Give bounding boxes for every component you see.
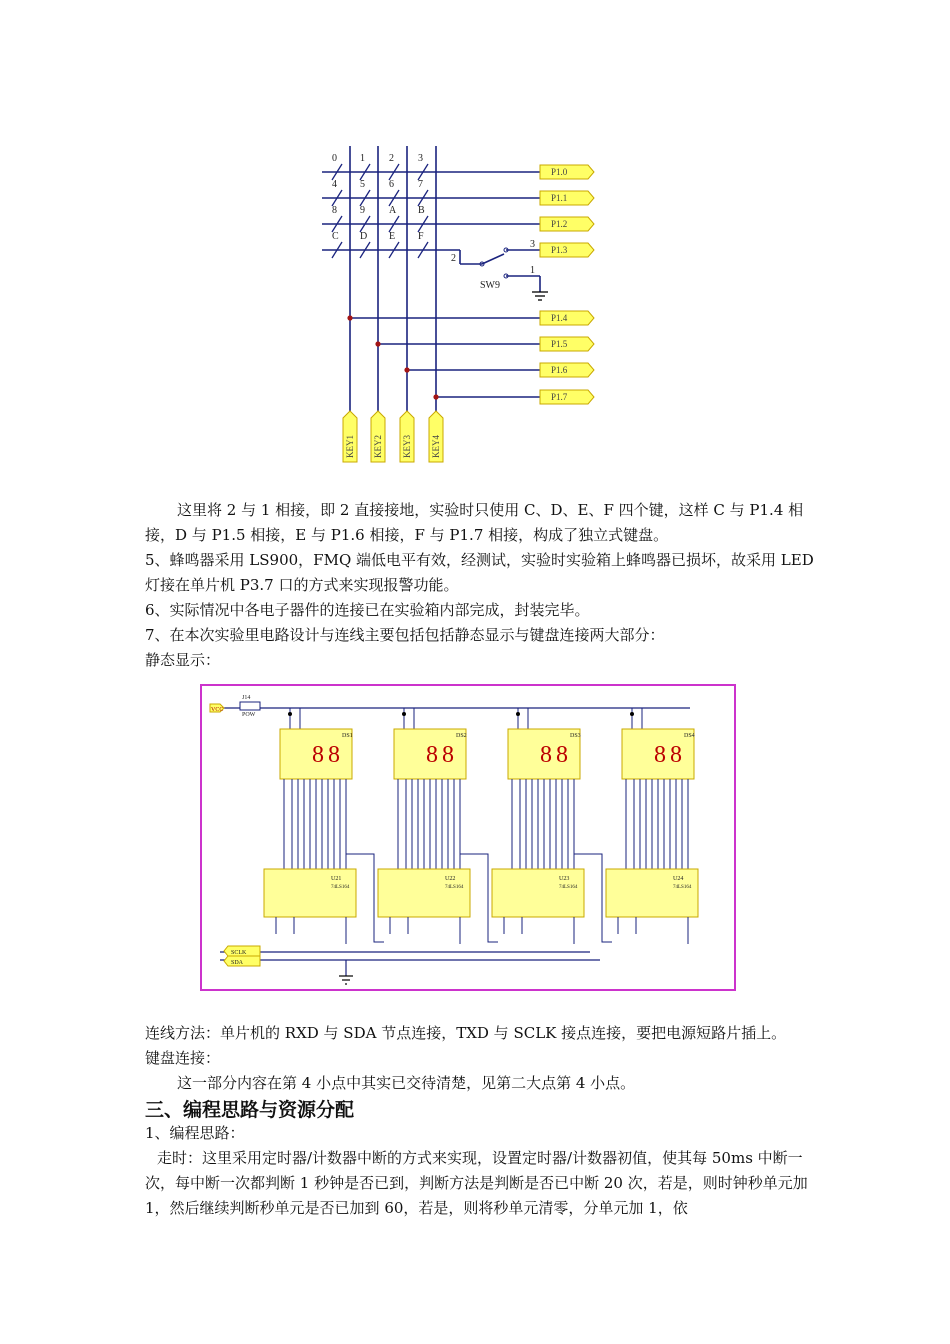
key-label: 2 (389, 153, 394, 164)
key-label: 0 (332, 153, 337, 164)
switch-pin-label: 3 (530, 239, 535, 250)
paragraph: 走时：这里采用定时器/计数器中断的方式来实现，设置定时器/计数器初值，使其每 50ms 中断一次，每中断一次都判断 1 秒钟是否已到，判断方法是判断是否已中断 20 次，若是，则时钟秒单元加 1，然后继续判断秒单元是否已加到 60，若是，则将秒单元清零，分单元加 1，依 (145, 1149, 808, 1217)
key-label: 5 (360, 179, 365, 190)
key-label: D (360, 231, 368, 242)
signal-label: SDA (231, 960, 244, 966)
paragraph: 1、编程思路： (145, 1124, 245, 1142)
svg-text:8: 8 (328, 742, 340, 768)
port-label: P1.7 (551, 392, 568, 402)
key-label: 7 (418, 179, 423, 190)
digit-label: DS4 (684, 733, 695, 739)
signal-label: SCLK (231, 950, 247, 956)
column-label: KEY1 (345, 435, 355, 458)
column-label: KEY2 (373, 435, 383, 458)
paragraph: 这里将 2 与 1 相接，即 2 直接接地，实验时只使用 C、D、E、F 四个键，这样 C 与 P1.4 相接，D 与 P1.5 相接，E 与 P1.6 相接，F 与 P1.7 相接，构成了独立式键盘。 (145, 501, 804, 544)
switch-pin-label: 2 (451, 253, 456, 264)
svg-text:8: 8 (442, 742, 454, 768)
paragraph: 6、实际情况中各电子器件的连接已在实验箱内部完成，封装完毕。 (145, 601, 590, 619)
chip-label: U23 (559, 876, 570, 882)
key-label: 1 (360, 153, 365, 164)
port-label: P1.5 (551, 339, 568, 349)
paragraph: 静态显示： (145, 651, 221, 669)
key-label: 9 (360, 205, 365, 216)
key-label: F (418, 231, 424, 242)
svg-text:8: 8 (556, 742, 568, 768)
paragraph: 键盘连接： (145, 1049, 221, 1067)
key-label: 4 (332, 179, 337, 190)
chip-label: U22 (445, 876, 456, 882)
column-label: KEY4 (431, 435, 441, 458)
port-label: P1.4 (551, 313, 568, 323)
key-label: 6 (389, 179, 394, 190)
key-label: 3 (418, 153, 423, 164)
switch-pin-label: 1 (530, 265, 535, 276)
key-label: B (418, 205, 425, 216)
port-label: P1.1 (551, 193, 568, 203)
svg-text:8: 8 (312, 742, 324, 768)
column-label: KEY3 (402, 435, 412, 458)
port-label: P1.6 (551, 365, 568, 375)
vcc-label: VCC (211, 707, 224, 713)
switch-label: SW9 (480, 280, 500, 291)
chip-part: 74LS164 (673, 885, 692, 890)
svg-text:8: 8 (654, 742, 666, 768)
paragraph: 5、蜂鸣器采用 LS900，FMQ 端低电平有效，经测试，实验时实验箱上蜂鸣器已损坏，故采用 LED 灯接在单片机 P3.7 口的方式来实现报警功能。 (145, 551, 814, 594)
port-label: P1.2 (551, 219, 568, 229)
section-title: 三、编程思路与资源分配 (145, 1099, 355, 1121)
paragraph: 7、在本次实验里电路设计与连线主要包括包括静态显示与键盘连接两大部分： (145, 626, 665, 644)
svg-text:8: 8 (540, 742, 552, 768)
svg-text:8: 8 (670, 742, 682, 768)
chip-part: 74LS164 (331, 885, 350, 890)
svg-text:8: 8 (426, 742, 438, 768)
key-label: A (389, 205, 397, 216)
keypad-schematic (300, 140, 620, 470)
paragraph: 这一部分内容在第 4 小点中其实已交待清楚，见第二大点第 4 小点。 (177, 1074, 636, 1092)
digit-label: DS1 (342, 733, 353, 739)
chip-label: U21 (331, 876, 342, 882)
key-label: 8 (332, 205, 337, 216)
digit-label: DS2 (456, 733, 467, 739)
port-label: P1.3 (551, 245, 568, 255)
key-label: C (332, 231, 339, 242)
chip-label: U24 (673, 876, 684, 882)
paragraph: 连线方法：单片机的 RXD 与 SDA 节点连接，TXD 与 SCLK 接点连接，要把电源短路片插上。 (145, 1024, 787, 1042)
port-label: P1.0 (551, 167, 568, 177)
chip-part: 74LS164 (445, 885, 464, 890)
chip-part: 74LS164 (559, 885, 578, 890)
display-schematic (200, 684, 736, 991)
jumper-sublabel: POW (242, 712, 256, 718)
key-label: E (389, 231, 396, 242)
jumper-label: J14 (242, 695, 251, 701)
digit-label: DS3 (570, 733, 581, 739)
